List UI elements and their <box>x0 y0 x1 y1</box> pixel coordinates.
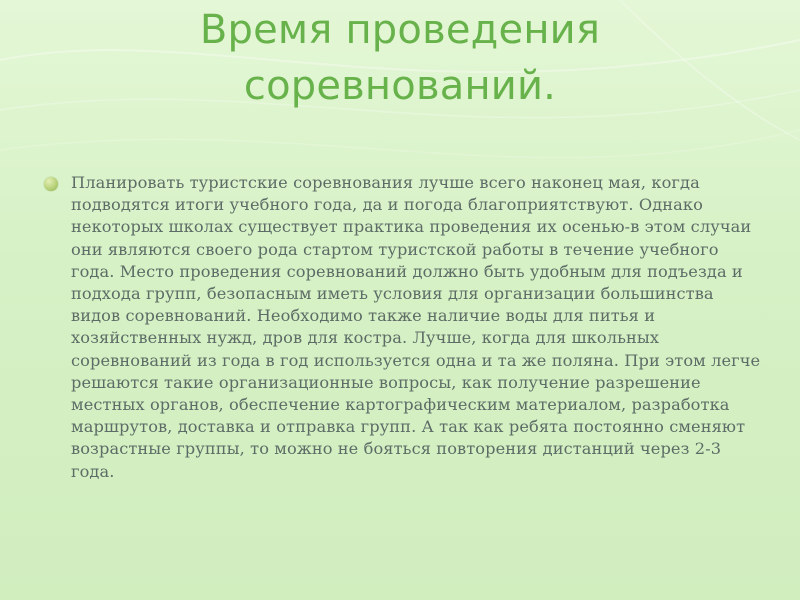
bullet-item <box>44 172 764 483</box>
slide-content <box>44 172 764 483</box>
bullet-icon <box>44 177 58 191</box>
bullet-text: Планировать туристские соревнования лучше всего наконец мая, когда подводятся итоги учебного года, да и погода благоприятствуют. Однако некоторых школах существует практика проведения их осенью-в этом случаи они являются своего рода стартом туристской работы в течение учебного года. Место проведения соревнований должно быть удобным для подъезда и подхода групп, безопасным иметь условия для организации большинства видов соревнований. Необходимо также наличие воды для питья и хозяйственных нужд, дров для костра. Лучше, когда для школьных соревнований из года в год используется одна и та же поляна. При этом легче решаются такие организационные вопросы, как получение разрешение местных органов, обеспечение картографическим материалом, разработка маршрутов, доставка и отправка групп. А так как ребята постоянно сменяют возрастные группы, то можно не бояться повторения дистанций через 2-3 года. <box>71 173 761 481</box>
slide-title: Время проведения соревнований. <box>199 7 601 109</box>
